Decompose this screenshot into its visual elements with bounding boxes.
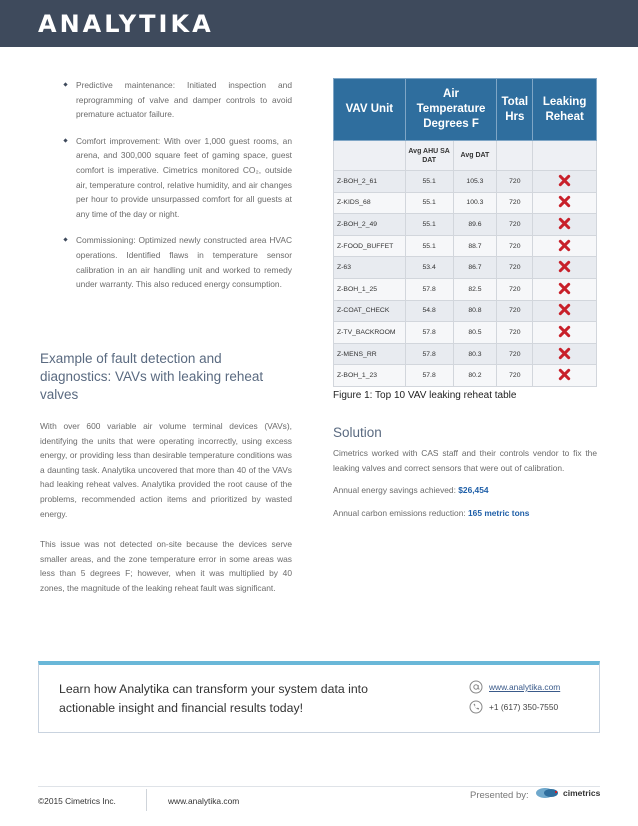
cell-total-hrs: 720 bbox=[497, 322, 533, 344]
footer-separator bbox=[146, 789, 147, 811]
vav-table-figure bbox=[333, 78, 597, 401]
vav-leaking-reheat-table bbox=[333, 78, 597, 387]
cell-total-hrs: 720 bbox=[497, 300, 533, 322]
cell-avg-dat: 89.6 bbox=[453, 214, 497, 236]
header-total-hrs: Total Hrs bbox=[497, 79, 533, 141]
cell-total-hrs: 720 bbox=[497, 278, 533, 300]
red-x-icon bbox=[558, 303, 571, 316]
red-x-icon bbox=[558, 239, 571, 252]
cimetrics-mark-icon bbox=[535, 786, 563, 800]
solution-body: Cimetrics worked with CAS staff and their controls vendor to fix the leaking valves and correct sensors that were out of calibration. bbox=[333, 448, 597, 473]
cell-avg-ahu: 57.8 bbox=[405, 365, 453, 387]
table-row bbox=[334, 322, 597, 344]
fault-paragraph-1: With over 600 variable air volume terminal devices (VAVs), identifying the units that were operating incorrectly, using excess energy, or providing less than desirable temperature conditions was a daunting task. Analytika uncovered that more than 40 of the VAVs had leaking reheat valves. Analytika provided the root cause of the problems, recommended action items and prioritized by wasted energy. bbox=[40, 421, 292, 519]
fault-section-title: Example of fault detection and diagnostics: VAVs with leaking reheat valves bbox=[40, 351, 264, 402]
cell-vav-unit: Z-BOH_2_49 bbox=[334, 214, 406, 236]
carbon-reduction-value: 165 metric tons bbox=[468, 507, 530, 518]
table-row bbox=[334, 192, 597, 214]
cell-leaking-reheat bbox=[533, 214, 597, 236]
analytika-logo: ANALYTIKA bbox=[38, 10, 214, 38]
fault-paragraph-2: This issue was not detected on-site because the devices serve smaller areas, and the zone temperature error in some areas was less than 5 degrees F; however, when it was multiplied by 40 zones, the magnitude of the leaking reheat fault was significant. bbox=[40, 539, 292, 593]
cta-text: Learn how Analytika can transform your system data into actionable insight and financial results today! bbox=[59, 682, 368, 715]
cell-avg-ahu: 53.4 bbox=[405, 257, 453, 279]
carbon-reduction-line bbox=[333, 506, 597, 521]
red-x-icon bbox=[558, 260, 571, 273]
subheader-blank-leak bbox=[533, 141, 597, 171]
cell-vav-unit: Z-FOOD_BUFFET bbox=[334, 235, 406, 257]
cell-vav-unit: Z-COAT_CHECK bbox=[334, 300, 406, 322]
solution-title: Solution bbox=[333, 425, 382, 440]
cell-total-hrs: 720 bbox=[497, 192, 533, 214]
cell-leaking-reheat bbox=[533, 171, 597, 193]
bullet-predictive-maintenance: Predictive maintenance: Initiated inspection and reprogramming of valve and damper controls to avoid premature actuator failure. bbox=[76, 78, 292, 122]
phone-icon bbox=[469, 700, 483, 714]
cell-vav-unit: Z-BOH_1_23 bbox=[334, 365, 406, 387]
red-x-icon bbox=[558, 195, 571, 208]
red-x-icon bbox=[558, 174, 571, 187]
red-x-icon bbox=[558, 282, 571, 295]
table-row bbox=[334, 343, 597, 365]
footer-divider-line bbox=[38, 786, 600, 787]
cell-avg-ahu: 55.1 bbox=[405, 214, 453, 236]
energy-savings-label: Annual energy savings achieved: bbox=[333, 485, 456, 496]
cell-avg-dat: 80.5 bbox=[453, 322, 497, 344]
cell-avg-dat: 80.2 bbox=[453, 365, 497, 387]
cell-avg-ahu: 57.8 bbox=[405, 278, 453, 300]
carbon-reduction-label: Annual carbon emissions reduction: bbox=[333, 507, 466, 518]
table-row bbox=[334, 235, 597, 257]
table-row bbox=[334, 278, 597, 300]
cell-leaking-reheat bbox=[533, 343, 597, 365]
cell-leaking-reheat bbox=[533, 192, 597, 214]
footer-copyright: ©2015 Cimetrics Inc. bbox=[38, 796, 116, 806]
cell-avg-dat: 80.8 bbox=[453, 300, 497, 322]
cell-vav-unit: Z-63 bbox=[334, 257, 406, 279]
cell-leaking-reheat bbox=[533, 300, 597, 322]
bullet-commissioning: Commissioning: Optimized newly constructed area HVAC operations. Identified flaws in temperature sensor calibration in an air handling unit and worked to remedy under warranty. This also reduced energy consumption. bbox=[76, 233, 292, 291]
solution-section bbox=[333, 424, 597, 520]
cell-vav-unit: Z-MENS_RR bbox=[334, 343, 406, 365]
cta-contact bbox=[469, 677, 560, 717]
cell-total-hrs: 720 bbox=[497, 171, 533, 193]
cell-avg-dat: 105.3 bbox=[453, 171, 497, 193]
table-row bbox=[334, 300, 597, 322]
table-row bbox=[334, 365, 597, 387]
energy-savings-line bbox=[333, 483, 597, 498]
cell-avg-ahu: 55.1 bbox=[405, 192, 453, 214]
cell-avg-ahu: 57.8 bbox=[405, 322, 453, 344]
cta-website-link[interactable]: www.analytika.com bbox=[489, 682, 561, 692]
cell-leaking-reheat bbox=[533, 257, 597, 279]
cta-phone: +1 (617) 350-7550 bbox=[489, 702, 559, 712]
cell-total-hrs: 720 bbox=[497, 214, 533, 236]
table-row bbox=[334, 214, 597, 236]
cell-avg-dat: 100.3 bbox=[453, 192, 497, 214]
cimetrics-wordmark: cimetrics bbox=[563, 788, 601, 798]
cell-avg-dat: 86.7 bbox=[453, 257, 497, 279]
at-sign-icon bbox=[469, 680, 483, 694]
energy-savings-value: $26,454 bbox=[458, 485, 489, 496]
subheader-avg-ahu: Avg AHU SA DAT bbox=[405, 141, 453, 171]
footer-url[interactable]: www.analytika.com bbox=[168, 796, 240, 806]
subheader-blank-hrs bbox=[497, 141, 533, 171]
benefit-bullets bbox=[76, 78, 292, 304]
cell-avg-ahu: 57.8 bbox=[405, 343, 453, 365]
cta-phone-row bbox=[469, 697, 560, 717]
cell-vav-unit: Z-KIDS_68 bbox=[334, 192, 406, 214]
table-row bbox=[334, 171, 597, 193]
cell-leaking-reheat bbox=[533, 235, 597, 257]
cell-avg-dat: 80.3 bbox=[453, 343, 497, 365]
cell-vav-unit: Z-BOH_1_25 bbox=[334, 278, 406, 300]
cell-leaking-reheat bbox=[533, 278, 597, 300]
cell-vav-unit: Z-BOH_2_61 bbox=[334, 171, 406, 193]
red-x-icon bbox=[558, 217, 571, 230]
cell-avg-ahu: 55.1 bbox=[405, 171, 453, 193]
table-caption: Figure 1: Top 10 VAV leaking reheat table bbox=[333, 389, 517, 401]
subheader-avg-dat: Avg DAT bbox=[453, 141, 497, 171]
cta-website-row[interactable] bbox=[469, 677, 560, 697]
table-row bbox=[334, 257, 597, 279]
header-air-temperature: Air Temperature Degrees F bbox=[405, 79, 497, 141]
cell-total-hrs: 720 bbox=[497, 343, 533, 365]
cta-box bbox=[38, 661, 600, 733]
cell-vav-unit: Z-TV_BACKROOM bbox=[334, 322, 406, 344]
cell-avg-dat: 88.7 bbox=[453, 235, 497, 257]
red-x-icon bbox=[558, 347, 571, 360]
table-body bbox=[334, 171, 597, 387]
red-x-icon bbox=[558, 368, 571, 381]
cell-total-hrs: 720 bbox=[497, 365, 533, 387]
subheader-blank bbox=[334, 141, 406, 171]
cell-total-hrs: 720 bbox=[497, 235, 533, 257]
bullet-comfort-improvement: Comfort improvement: With over 1,000 guest rooms, an arena, and 300,000 square feet of gaming space, guest comfort is imperative. Cimetrics monitored CO₂, outside air, temperature control, relative humidity, and air changes per hour to provide unsurpassed comfort for all guests at any time of the day or night. bbox=[76, 134, 292, 222]
header-leaking-reheat: Leaking Reheat bbox=[533, 79, 597, 141]
cell-avg-dat: 82.5 bbox=[453, 278, 497, 300]
cell-total-hrs: 720 bbox=[497, 257, 533, 279]
cell-leaking-reheat bbox=[533, 322, 597, 344]
presented-by-label: Presented by: bbox=[470, 790, 529, 801]
fault-section bbox=[40, 350, 292, 596]
page-header bbox=[0, 0, 638, 47]
red-x-icon bbox=[558, 325, 571, 338]
cell-avg-ahu: 54.8 bbox=[405, 300, 453, 322]
cimetrics-logo bbox=[535, 786, 600, 800]
cell-avg-ahu: 55.1 bbox=[405, 235, 453, 257]
cell-leaking-reheat bbox=[533, 365, 597, 387]
header-vav-unit: VAV Unit bbox=[334, 79, 406, 141]
